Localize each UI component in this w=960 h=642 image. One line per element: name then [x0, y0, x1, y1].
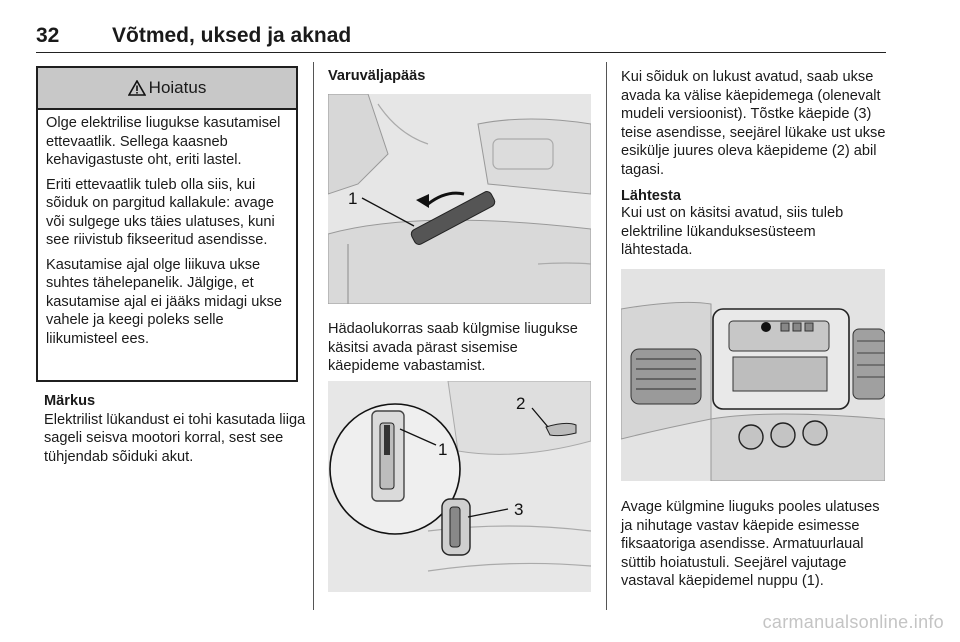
figure-dashboard [621, 269, 885, 481]
paragraph-text: Kui sõiduk on lukust avatud, saab ukse avada ka välise käepidemega (olenevalt mudeli versioonist). Tõstke käepide (3) teise asendisse, seejärel lükake ust ukse esikülje juures oleva käepideme (2) abil tagasi. [621, 69, 886, 178]
section-heading: Lähtesta [621, 188, 682, 204]
warning-title: Hoiatus [148, 78, 207, 97]
figure-interior-handle [328, 94, 591, 304]
note-heading: Märkus [44, 393, 96, 409]
page-title: Võtmed, uksed ja aknad [112, 24, 352, 47]
warning-paragraph: Eriti ettevaatlik tuleb olla siis, kui sõiduk on pargitud kallakule: avage või sulgege uks täies ulatuses, kuni see riivistub fikseeritud asendisse. [46, 176, 275, 248]
figure-callout: 2 [516, 394, 526, 413]
reset-section [621, 188, 887, 260]
paragraph-text: Kui ust on käsitsi avatud, siis tuleb elektriline lükanduksesüsteem lähtestada. [621, 205, 844, 258]
column-divider [606, 62, 607, 610]
warning-box [36, 66, 298, 382]
page-header [36, 22, 886, 53]
figure-door-handles [328, 381, 591, 592]
figure-callout: 1 [348, 189, 358, 208]
unlock-paragraph-wrap [621, 68, 887, 179]
warning-header [38, 68, 296, 110]
paragraph-text: Avage külgmine liuguks pooles ulatuses ja nihutage vastav käepide esimesse fiksaatoriga asendisse. Armatuurlaual süttib hoiatustuli. Seejärel vajutage vastaval käepidemel nuppu (1). [621, 499, 880, 589]
section-heading: Varuväljapääs [328, 68, 426, 84]
note-text: Elektrilist lükandust ei tohi kasutada liiga sageli seisva mootori korral, sest see tühjendab sõiduki akut. [44, 411, 306, 465]
figure-callout: 1 [438, 440, 448, 459]
watermark: carmanualsonline.info [762, 612, 944, 632]
paragraph-text: Hädaolukorras saab külgmise liugukse käsitsi avada pärast sisemise käepideme vabastamist. [328, 321, 578, 374]
procedure-paragraph-wrap [621, 498, 887, 591]
page-number: 32 [36, 24, 60, 47]
warning-paragraph: Olge elektrilise liugukse kasutamisel ettevaatlik. Sellega kaasneb kehavigastuste oht, eriti lastel. [46, 115, 281, 168]
figure-callout: 3 [514, 500, 524, 519]
warning-paragraph: Kasutamise ajal olge liikuva ukse suhtes tähelepanelik. Jälgige, et kasutamise ajal ei jääks midagi ukse vahele ja keegi poleks selle liikumisteel ees. [46, 256, 283, 347]
column-divider [313, 62, 314, 610]
warning-triangle-icon [128, 80, 146, 96]
note-block [44, 392, 306, 466]
emergency-paragraph-wrap [328, 320, 590, 376]
emergency-exit-heading-wrap [328, 68, 425, 84]
